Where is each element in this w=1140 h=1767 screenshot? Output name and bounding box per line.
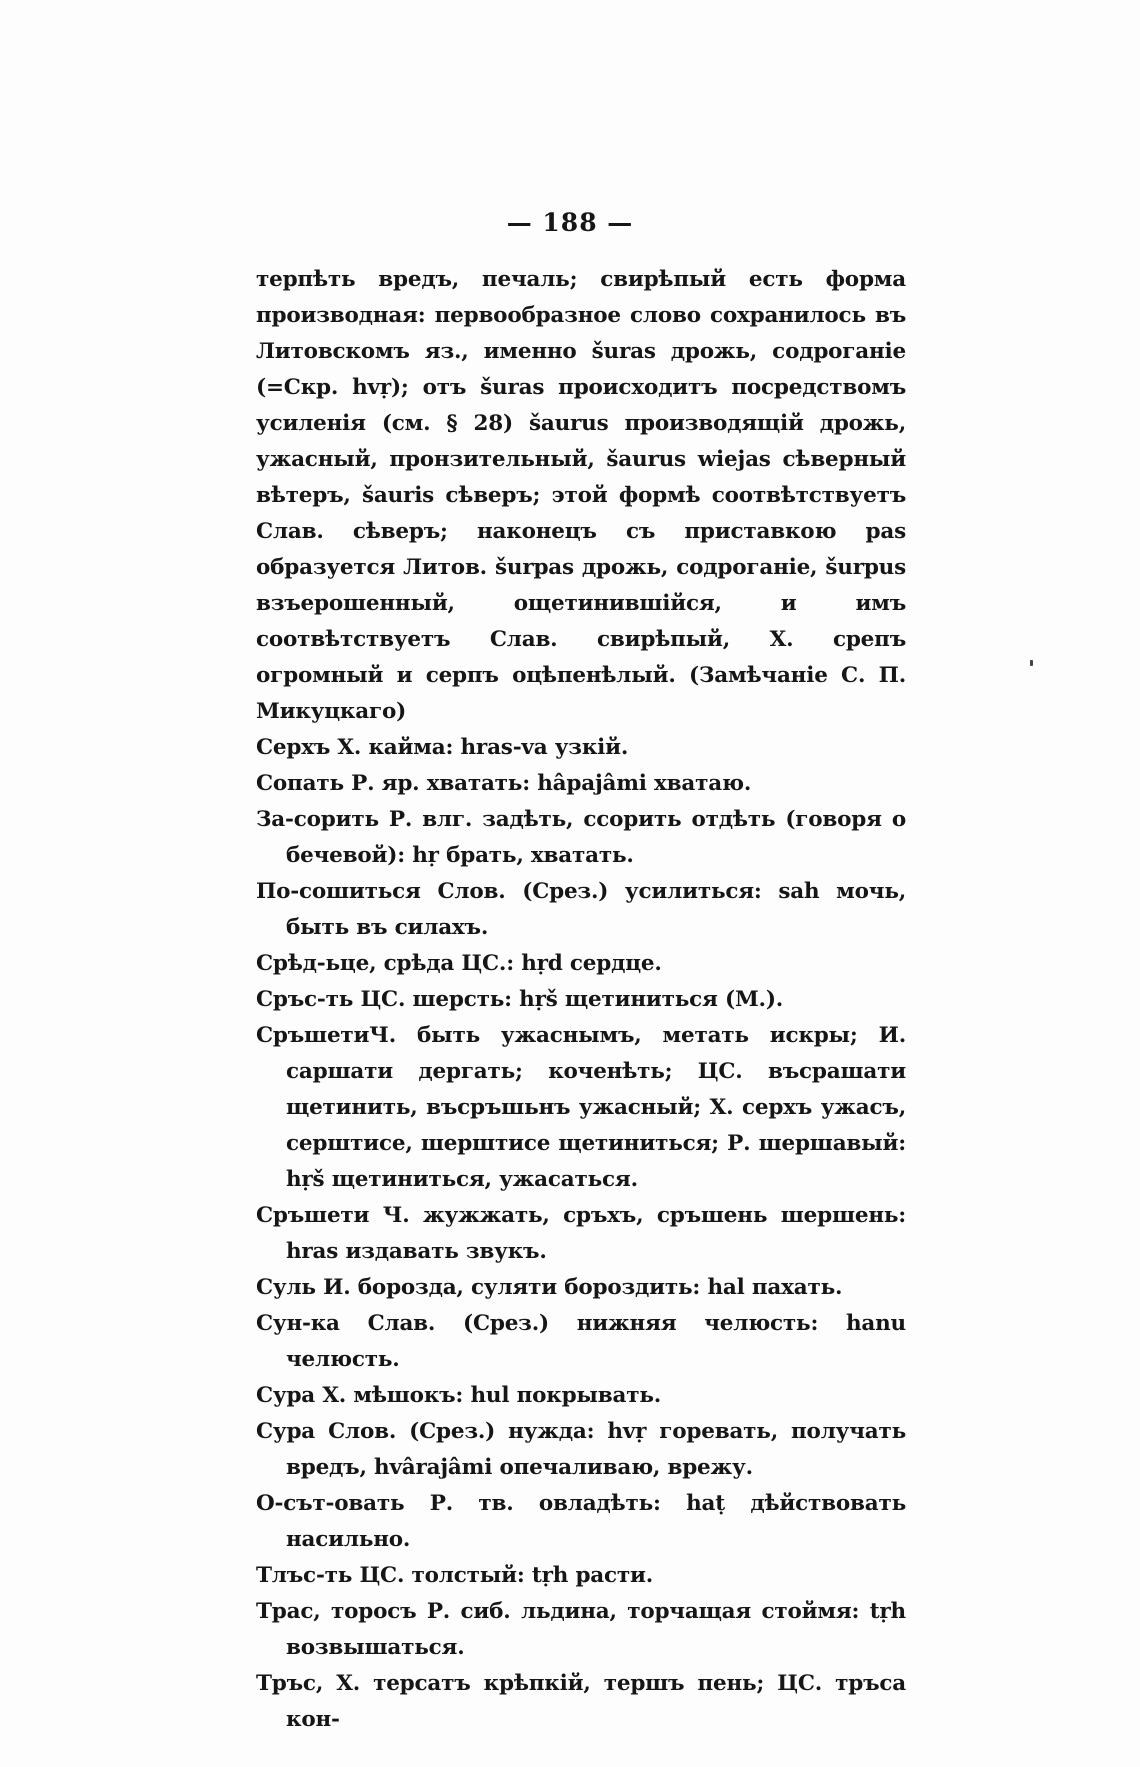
dictionary-entry: О-сът-овать Р. тв. овладѣть: haṭ дѣйствовать насильно. xyxy=(256,1491,906,1552)
dictionary-entry: Сръс-ть ЦС. шерсть: hṛš щетиниться (М.). xyxy=(256,987,784,1012)
dictionary-entry: Сун-ка Слав. (Срез.) нижняя челюсть: hanu челюсть. xyxy=(256,1311,906,1372)
dictionary-entry: СръшетиЧ. быть ужаснымъ, метать искры; И. саршати дергать; коченѣть; ЦС. въсрашати щетинить, въсръшьнъ ужасный; Х. серхъ ужасъ, серштисе, шерштисе щетиниться; Р. шершавый: hṛš щетиниться, ужасаться. xyxy=(256,1023,906,1192)
dictionary-entry: Суль И. борозда, суляти бороздить: hal пахать. xyxy=(256,1275,843,1300)
dictionary-entry: Сръшети Ч. жужжать, сръхъ, сръшень шершень: hras издавать звукъ. xyxy=(256,1203,906,1264)
dictionary-entry: За-сорить Р. влг. задѣть, ссорить отдѣть (говоря о бечевой): hṛ брать, хватать. xyxy=(256,807,906,868)
opening-paragraph: терпѣть вредъ, печаль; свирѣпый есть форма производная: первообразное слово сохранилось въ Литовскомъ яз., именно šuras дрожь, содроганіе (=Скр. hvṛ); отъ šuras происходитъ посредствомъ усиленія (см. § 28) šaurus производящій дрожь, ужасный, пронзительный, šaurus wiejas сѣверный вѣтеръ, šauris сѣверъ; этой формѣ соотвѣтствуетъ Слав. сѣверъ; наконецъ съ приставкою pas образуется Литов. šurpas дрожь, содроганіе, šurpus взъерошенный, ощетинившійся, и имъ соотвѣтствуетъ Слав. свирѣпый, Х. срепъ огромный и серпъ оцѣпенѣлый. (Замѣчаніе С. П. Микуцкаго) xyxy=(256,267,906,724)
dictionary-entry: Сура Х. мѣшокъ: hul покрывать. xyxy=(256,1383,662,1408)
dictionary-entry: Сопать Р. яр. хватать: hâpajâmi хватаю. xyxy=(256,771,752,796)
dictionary-entry: Сура Слов. (Срез.) нужда: hvṛ горевать, получать вредъ, hvârajâmi опечаливаю, врежу. xyxy=(256,1419,906,1480)
dictionary-entry: Срѣд-ьце, срѣда ЦС.: hṛd сердце. xyxy=(256,951,662,976)
margin-speck xyxy=(1030,660,1033,666)
dictionary-entry: Трас, торосъ Р. сиб. льдина, торчащая стоймя: tṛh возвышаться. xyxy=(256,1599,906,1660)
page-number: — 188 — xyxy=(506,208,634,237)
dictionary-entry: По-сошиться Слов. (Срез.) усилиться: sah мочь, быть въ силахъ. xyxy=(256,879,906,940)
dictionary-entry: Тръс, Х. терсатъ крѣпкій, тершъ пень; ЦС. тръса кон- xyxy=(256,1671,906,1732)
text-body xyxy=(256,262,906,1738)
dictionary-entry: Серхъ Х. кайма: hras-va узкій. xyxy=(256,735,629,760)
dictionary-entry: Тлъс-ть ЦС. толстый: tṛh расти. xyxy=(256,1563,654,1588)
